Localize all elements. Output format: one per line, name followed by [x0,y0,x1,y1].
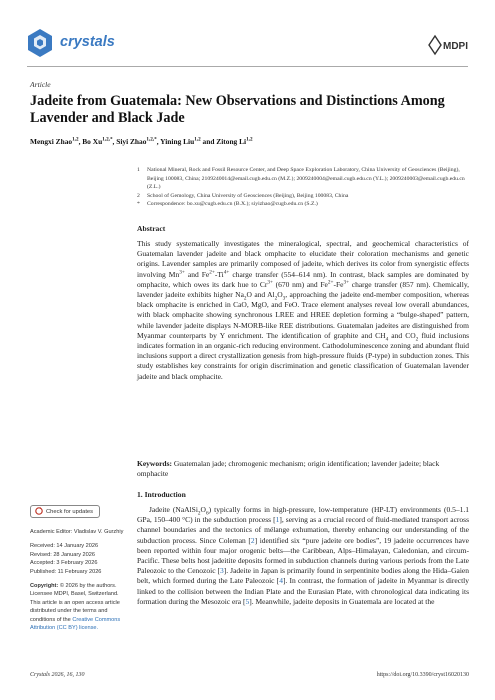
mdpi-logo-text: MDPI [443,41,468,52]
check-for-updates-button[interactable] [30,505,100,518]
license-link[interactable]: Creative Commons Attribution (CC BY) license. [30,616,121,632]
article-title: Jadeite from Guatemala: New Observations and Distinctions Among Lavender and Black Jade [30,93,445,126]
keywords [137,459,469,479]
copyright-text: © 2026 by the authors. Licensee MDPI, Basel, Switzerland. This article is an open access article distributed under the terms and conditions of the [30,583,120,623]
check-updates-label: Check for updates [46,508,94,515]
mdpi-logo-icon [425,34,469,56]
correspondence [137,200,469,209]
affiliations [137,166,469,209]
authors-text: Mengxi Zhao$^{1,2}$, Bo $Xu^{1,2,*}$, Siyi Zhao$^{1,2,*}$, Yining Liu$^{1,2}$ and Zitong Li$^{1,2}$ [30,136,253,146]
received-date: Received: 14 January 2026 [30,543,99,550]
affiliation-text: National Mineral, Rock and Fossil Resource Center, and Deep Space Exploration Laboratory, China University of Geosciences (Beijing), Beijing 100083, China; 2109240014@email.cugb.edu.cn (M.Z.); 2009240004@email.cugb.edu.cn (Y.L.); 2009240003@email.cugb.edu.cn (Z.L.) [147,167,465,191]
accepted-date: Accepted: 3 February 2026 [30,560,98,567]
article-info-sidebar [30,528,130,632]
copyright-notice [30,582,130,632]
author-list [30,137,470,146]
refresh-icon [35,507,43,517]
abstract-text: This study systematically investigates the mineralogical, spectral, and geochemical characteristics of Guatemalan lavender jadeite and black omphacite to elucidate their coloration mechanisms and genetic origins. Lavender samples are primarily composed of jadeite, which derives its color from synergistic effects involving $Mn^{3+}$ and $Fe^{2+}-Ti^{4+}$ charge transfer (554–614 nm). In contrast, black samples are dominated by omphacite, which owes its dark hue to $Cr^{3+}$ (670 nm) and $Fe^{2+}-Fe^{3+}$ charge transfer (857 nm). Chemically, lavender jadeite exhibits higher $Na_2O$ and $Al_2O_3$, approaching the jadeite end-member composition, whereas black omphacite is enriched in CaO, MgO, and FeO. Trace element analyses reveal low overall abundances, with black omphacite showing synchronous LREE and HREE depletion forming a “bulge-shaped” pattern, while lavender jadeite displays N-MORB-like REE distributions. Guatemalan jadeites are distinguished from Myanmar counterparts by Y enrichment. The identification of graphite and $CH_4$ and $CO_2$ fluid inclusions indicates formation in an organic-rich reducing environment. Cathodoluminescence zoning and abundant fluid inclusions support a direct crystallization genesis from high-pressure fluids (P-type) in subduction zones. This study establishes key constraints for origin discrimination and genetic classification of Guatemalan lavender jadeite and black omphacite. [137,239,470,381]
affiliation-1 [137,166,469,192]
header-divider [27,66,468,67]
keywords-text: Guatemalan jade; chromogenic mechanism; origin identification; lavender jadeite; black omphacite [137,459,440,479]
journal-name[interactable]: crystals [60,34,115,50]
section-heading: 1. Introduction [137,490,186,499]
introduction-body [137,505,469,607]
affiliation-mark: * [137,201,140,208]
abstract-body [137,239,469,382]
revised-date: Revised: 28 January 2026 [30,551,95,558]
academic-editor: Academic Editor: Vladislav V. Gurzhiy [30,529,124,535]
correspondence-text: Correspondence: bo.xu@cugb.edu.cn (B.X.); siyizhao@cugb.edu.cn (S.Z.) [147,201,318,208]
copyright-label: Copyright: [30,583,59,590]
affiliation-text: School of Gemology, China University of Geosciences (Beijing), Beijing 100083, China [147,192,349,199]
footer-journal: Crystals 2026, 16, 130 [30,672,85,678]
affiliation-2 [137,192,469,201]
journal-logo-icon [27,28,53,58]
citation-footer [30,672,85,678]
keywords-label: Keywords: [137,459,172,468]
affiliation-mark: 2 [137,192,140,199]
affiliation-mark: 1 [137,167,140,173]
introduction-text: Jadeite $(NaAlSi_2O_6)$ typically forms in high-pressure, low-temperature (HP-LT) environments (0.5–1.1 GPa, 150–400 °C) in the subduction process [1], serving as a crucial record of fluid-mediated transport across channel boundaries and the tectonics of mélange exhumation, thereby enhancing our understanding of the subduction process. Since Coleman [2] identified six “pure jadeite ore bodies”, 19 jadeite occurrences have been reported within four major orogenic belts—the Caribbean, Alps–Himalayan, Caledonian, and circum-Pacific. These belts host jadeitite deposits formed in subduction channels during various periods from the Late Paleozoic to the Cenozoic [3]. Jadeite in Japan is primarily found in serpentinite bodies along the Hida–Gaien belt, which formed during the Late Paleozoic [4]. In contrast, the formation of jadeite in Myanmar is directly linked to the collision between the Indian Plate and the Eurasian Plate, with chronological data indicating its formation during the Mesozoic era [5]. Meanwhile, jadeite deposits in Guatemala are located at the [137,505,469,606]
doi-link[interactable]: https://doi.org/10.3390/cryst16020130 [376,672,469,678]
published-date: Published: 11 February 2026 [30,568,102,575]
article-type: Article [30,80,51,89]
abstract-heading: Abstract [137,224,166,233]
